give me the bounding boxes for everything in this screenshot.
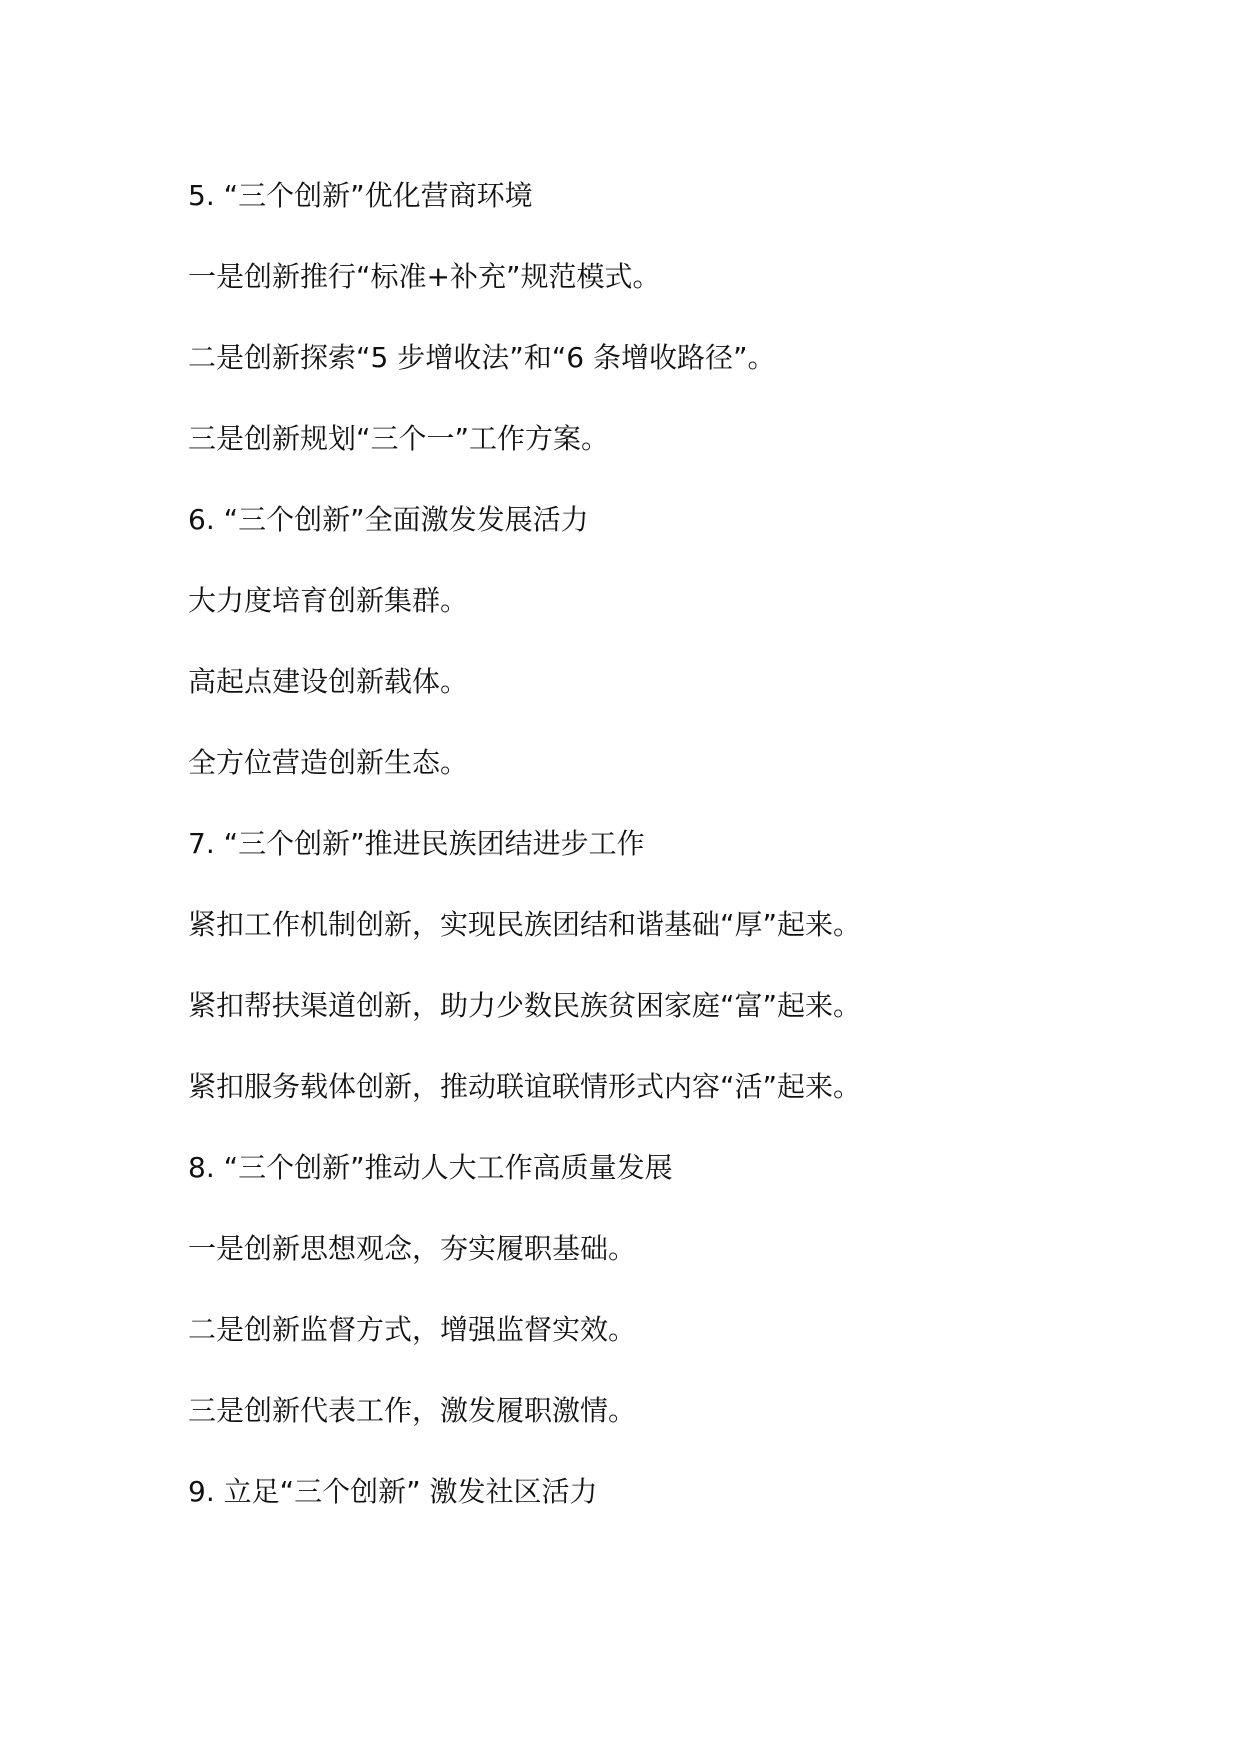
paragraph-line: 二是创新探索“5 步增收法”和“6 条增收路径”。	[188, 341, 776, 374]
document-body	[188, 168, 1088, 1545]
paragraph-line: 紧扣服务载体创新，推动联谊联情形式内容“活”起来。	[188, 1070, 862, 1103]
paragraph-line: 全方位营造创新生态。	[188, 746, 469, 779]
section-heading-8: 8. “三个创新”推动人大工作高质量发展	[188, 1151, 673, 1184]
paragraph-line: 一是创新推行“标准+补充”规范模式。	[188, 260, 661, 293]
section-heading-5: 5. “三个创新”优化营商环境	[188, 179, 533, 212]
paragraph-line: 紧扣帮扶渠道创新，助力少数民族贫困家庭“富”起来。	[188, 989, 862, 1022]
section-heading-9: 9. 立足“三个创新” 激发社区活力	[188, 1475, 598, 1508]
paragraph-line: 紧扣工作机制创新，实现民族团结和谐基础“厚”起来。	[188, 908, 862, 941]
section-heading-6: 6. “三个创新”全面激发发展活力	[188, 503, 589, 536]
paragraph-line: 高起点建设创新载体。	[188, 665, 469, 698]
paragraph-line: 大力度培育创新集群。	[188, 584, 469, 617]
paragraph-line: 三是创新代表工作，激发履职激情。	[188, 1394, 637, 1427]
paragraph-line: 一是创新思想观念，夯实履职基础。	[188, 1232, 637, 1265]
section-heading-7: 7. “三个创新”推进民族团结进步工作	[188, 827, 645, 860]
paragraph-line: 二是创新监督方式，增强监督实效。	[188, 1313, 637, 1346]
paragraph-line: 三是创新规划“三个一”工作方案。	[188, 422, 610, 455]
